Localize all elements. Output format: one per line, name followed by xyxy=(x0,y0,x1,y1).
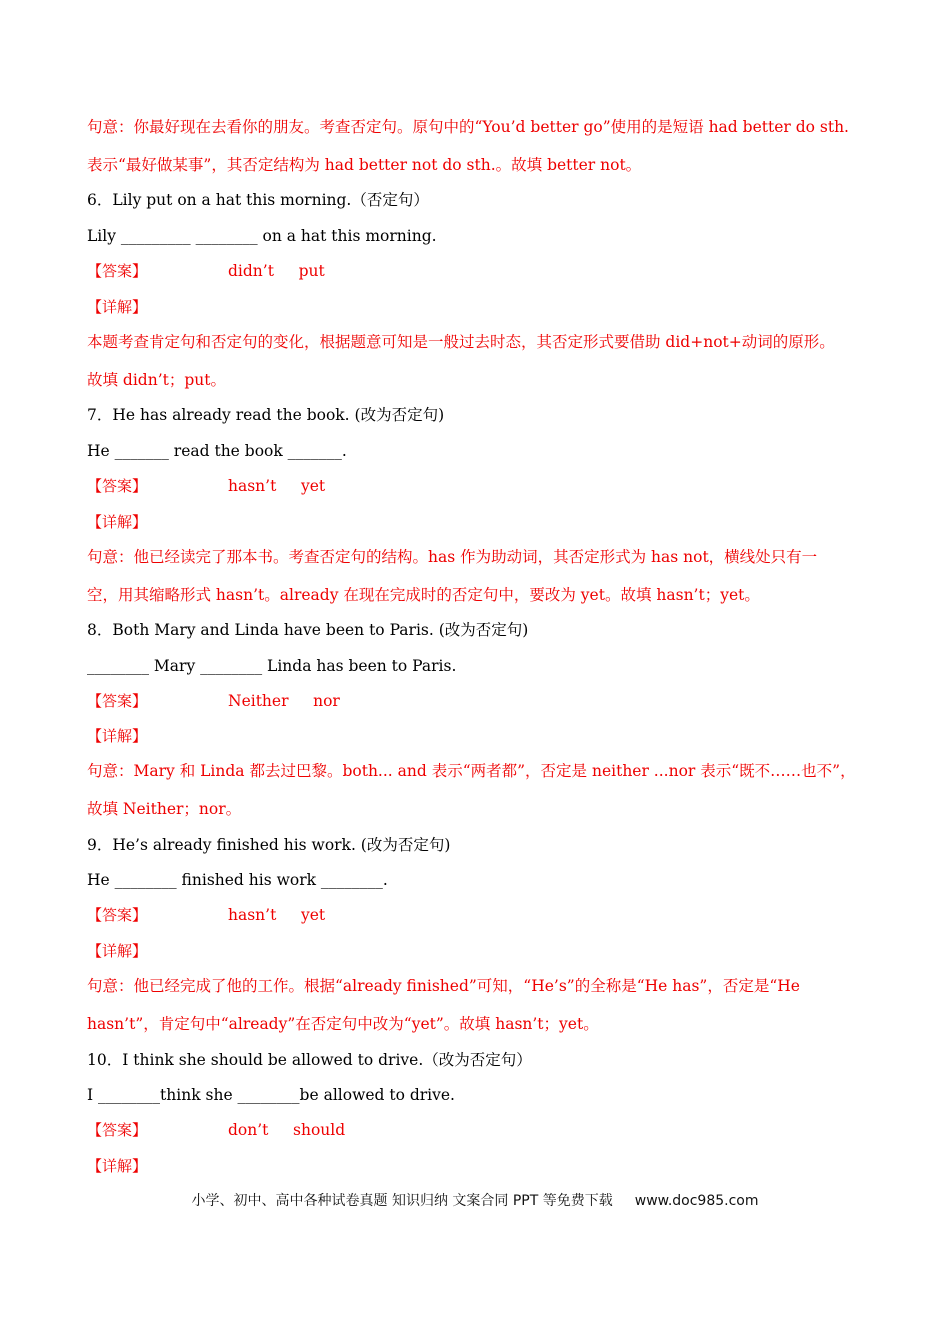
explanation-line: 句意：Mary 和 Linda 都去过巴黎。both... and 表示“两者都”，否定是 neither ...nor 表示“既不……也不”， xyxy=(87,762,856,780)
detail-row xyxy=(87,296,880,318)
question-10-blank-line: I ________think she ________be allowed to drive. xyxy=(87,1086,455,1104)
explanation-line: 句意：他已经完成了他的工作。根据“already finished”可知，“He’s”的全称是“He has”，否定是“He xyxy=(87,977,800,995)
explanation-line: 空，用其缩略形式 hasn’t。already 在现在完成时的否定句中，要改为 yet。故填 hasn’t；yet。 xyxy=(87,586,760,604)
answer-tag: 【答案】 xyxy=(87,906,148,924)
detail-tag: 【详解】 xyxy=(87,727,148,745)
explanation-line: 本题考查肯定句和否定句的变化，根据题意可知是一般过去时态，其否定形式要借助 did+not+动词的原形。 xyxy=(87,333,835,351)
question-9-blank-line: He ________ finished his work ________. xyxy=(87,871,388,889)
answer-value: hasn’t yet xyxy=(228,906,326,924)
detail-row xyxy=(87,511,880,533)
question-6: 6．Lily put on a hat this morning.（否定句） xyxy=(87,191,429,209)
footer-text: 小学、初中、高中各种试卷真题 知识归纳 文案合同 PPT 等免费下载 xyxy=(191,1193,613,1209)
answer-value: hasn’t yet xyxy=(228,477,326,495)
answer-tag: 【答案】 xyxy=(87,262,148,280)
explanation-line: 表示“最好做某事”，其否定结构为 had better not do sth.。故填 better not。 xyxy=(87,156,642,174)
question-7: 7．He has already read the book. (改为否定句) xyxy=(87,406,445,424)
detail-tag: 【详解】 xyxy=(87,1157,148,1175)
detail-row xyxy=(87,940,880,962)
question-7-blank-line: He _______ read the book _______. xyxy=(87,442,347,460)
detail-tag: 【详解】 xyxy=(87,942,148,960)
detail-tag: 【详解】 xyxy=(87,513,148,531)
answer-row xyxy=(87,475,880,497)
answer-row xyxy=(87,1119,880,1141)
answer-row xyxy=(87,690,880,712)
answer-value: didn’t put xyxy=(228,262,325,280)
answer-value: don’t should xyxy=(228,1121,346,1139)
question-9: 9．He’s already finished his work. (改为否定句) xyxy=(87,836,451,854)
answer-value: Neither nor xyxy=(228,692,340,710)
question-8: 8．Both Mary and Linda have been to Paris. (改为否定句) xyxy=(87,621,529,639)
detail-tag: 【详解】 xyxy=(87,298,148,316)
detail-row xyxy=(87,725,880,747)
question-6-blank-line: Lily _________ ________ on a hat this morning. xyxy=(87,227,437,245)
explanation-line: 句意：你最好现在去看你的朋友。考查否定句。原句中的“You’d better go”使用的是短语 had better do sth. xyxy=(87,118,849,136)
answer-row xyxy=(87,260,880,282)
footer-link[interactable]: www.doc985.com xyxy=(634,1193,759,1209)
detail-row xyxy=(87,1155,880,1177)
question-8-blank-line: ________ Mary ________ Linda has been to Paris. xyxy=(87,657,457,675)
answer-tag: 【答案】 xyxy=(87,1121,148,1139)
answer-tag: 【答案】 xyxy=(87,692,148,710)
answer-tag: 【答案】 xyxy=(87,477,148,495)
explanation-line: hasn’t”，肯定句中“already”在否定句中改为“yet”。故填 hasn’t；yet。 xyxy=(87,1015,599,1033)
page-footer xyxy=(0,1190,950,1212)
explanation-line: 故填 Neither；nor。 xyxy=(87,800,242,818)
answer-row xyxy=(87,904,880,926)
explanation-line: 故填 didn’t；put。 xyxy=(87,371,227,389)
explanation-line: 句意：他已经读完了那本书。考查否定句的结构。has 作为助动词，其否定形式为 has not，横线处只有一 xyxy=(87,548,818,566)
question-10: 10．I think she should be allowed to drive.（改为否定句） xyxy=(87,1051,532,1069)
